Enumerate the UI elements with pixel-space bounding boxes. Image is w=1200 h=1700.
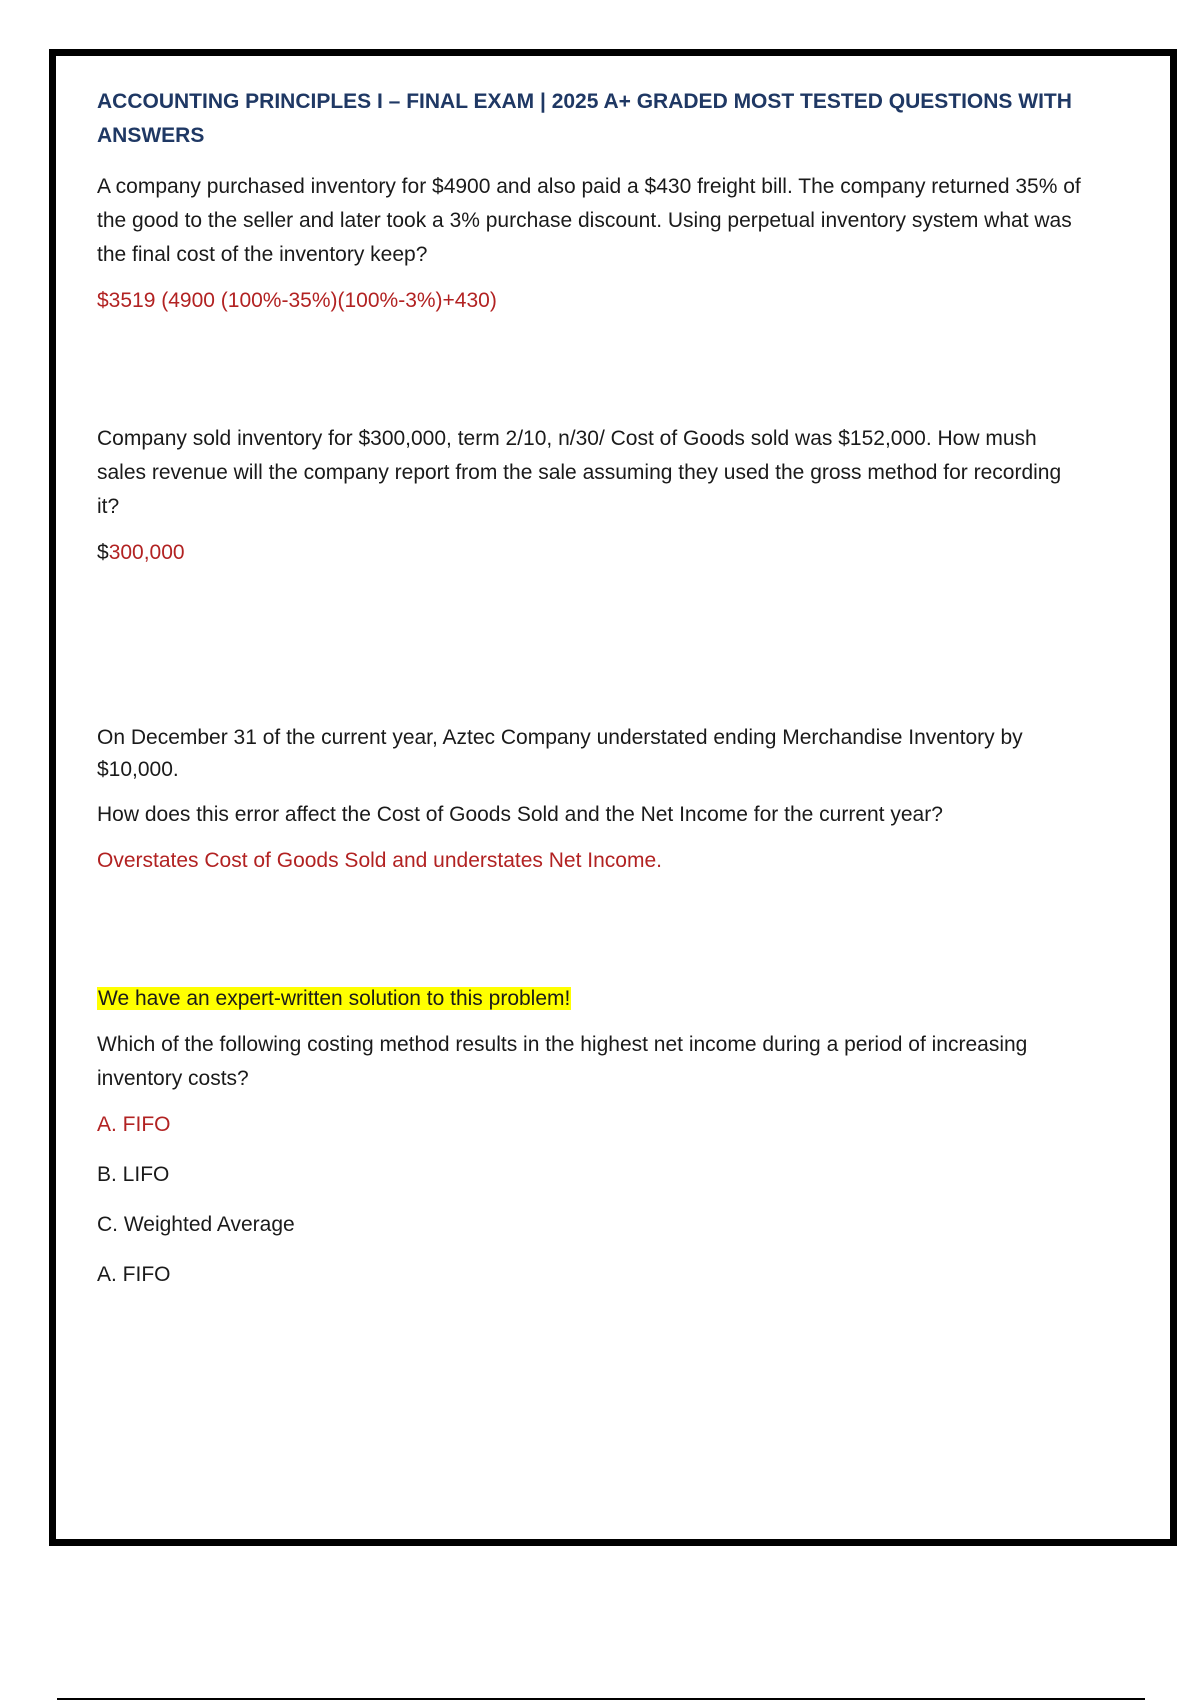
answer-value: 300,000 [108,541,185,564]
final-answer: A. FIFO [97,1263,171,1286]
question-3-answer: Overstates Cost of Goods Sold and understates Net Income. [97,849,662,872]
question-3-text: How does this error affect the Cost of Goods Sold and the Net Income for the current year? [97,803,943,826]
question-4-text: Which of the following costing method results in the highest net income during a period of increasing inventory costs? [97,1033,1028,1090]
option-b: B. LIFO [97,1163,170,1186]
question-1-text: A company purchased inventory for $4900 and also paid a $430 freight bill. The company returned 35% of the good to the seller and later took a 3% purchase discount. Using perpetual inventory system what was the final cost of the inventory keep? [97,175,1081,266]
question-1-answer: $3519 (4900 (100%-35%)(100%-3%)+430) [97,289,497,312]
highlighted-banner-text: We have an expert-written solution to this problem! [98,987,571,1010]
option-a-correct: A. FIFO [97,1113,171,1136]
option-c: C. Weighted Average [97,1213,295,1236]
document-title: ACCOUNTING PRINCIPLES I – FINAL EXAM | 2025 A+ GRADED MOST TESTED QUESTIONS WITH ANSWERS [97,90,1072,147]
expert-solution-banner [97,982,1087,1016]
question-3-statement: On December 31 of the current year, Aztec Company understated ending Merchandise Inventory by $10,000. [97,726,1023,781]
question-2-answer [97,536,1087,570]
document-content [97,85,1087,1292]
answer-dollar-sign: $ [97,541,109,564]
question-2-text: Company sold inventory for $300,000, term 2/10, n/30/ Cost of Goods sold was $152,000. How mush sales revenue will the company report from the sale assuming they used the gross method for recording it? [97,427,1062,518]
